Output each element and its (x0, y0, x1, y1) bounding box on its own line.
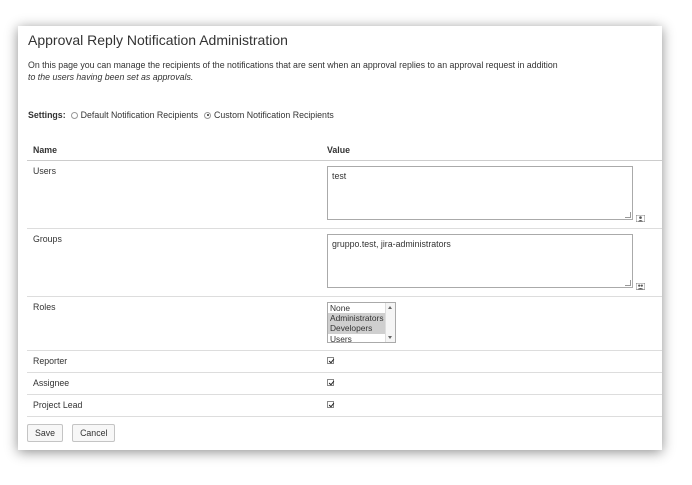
groups-label: Groups (27, 229, 321, 297)
recipients-table (27, 140, 662, 417)
description-line-1: On this page you can manage the recipients of the notifications that are sent when an approval replies to an approval request in addition (28, 60, 558, 70)
page-description (28, 59, 558, 83)
radio-button-selected[interactable] (204, 112, 211, 119)
table-row-reporter (27, 351, 662, 373)
group-picker-icon[interactable] (636, 283, 645, 290)
settings-row (28, 110, 340, 120)
role-option-none[interactable]: None (330, 303, 351, 313)
save-button[interactable]: Save (27, 424, 63, 442)
role-option-users[interactable]: Users (330, 333, 352, 342)
page-title: Approval Reply Notification Administration (28, 32, 288, 48)
scroll-up-icon[interactable] (388, 306, 392, 309)
roles-listbox[interactable] (327, 302, 396, 343)
roles-scrollbar[interactable] (385, 303, 395, 342)
admin-panel (18, 26, 662, 450)
radio-button[interactable] (71, 112, 78, 119)
description-line-2: to the users having been set as approvals. (28, 72, 194, 82)
custom-recipients-label: Custom Notification Recipients (214, 110, 334, 120)
users-label: Users (27, 161, 321, 229)
default-recipients-radio[interactable] (71, 110, 198, 120)
reporter-label: Reporter (27, 351, 321, 373)
form-buttons (27, 424, 115, 442)
table-row-roles (27, 297, 662, 351)
roles-label: Roles (27, 297, 321, 351)
users-textarea[interactable]: test (327, 166, 633, 220)
reporter-checkbox[interactable] (327, 357, 334, 364)
default-recipients-label: Default Notification Recipients (80, 110, 198, 120)
settings-label: Settings: (28, 110, 66, 120)
user-picker-icon[interactable] (636, 215, 645, 222)
cancel-button[interactable]: Cancel (72, 424, 115, 442)
custom-recipients-radio[interactable] (204, 110, 334, 120)
table-row-project-lead (27, 395, 662, 417)
scroll-down-icon[interactable] (388, 336, 392, 339)
groups-textarea[interactable]: gruppo.test, jira-administrators (327, 234, 633, 288)
value-column-header: Value (321, 140, 662, 161)
role-option-developers[interactable]: Developers (328, 323, 385, 333)
name-column-header: Name (27, 140, 321, 161)
project-lead-label: Project Lead (27, 395, 321, 417)
project-lead-checkbox[interactable] (327, 401, 334, 408)
assignee-label: Assignee (27, 373, 321, 395)
table-row-assignee (27, 373, 662, 395)
assignee-checkbox[interactable] (327, 379, 334, 386)
table-row-users (27, 161, 662, 229)
role-option-administrators[interactable]: Administrators (330, 313, 384, 324)
table-row-groups (27, 229, 662, 297)
